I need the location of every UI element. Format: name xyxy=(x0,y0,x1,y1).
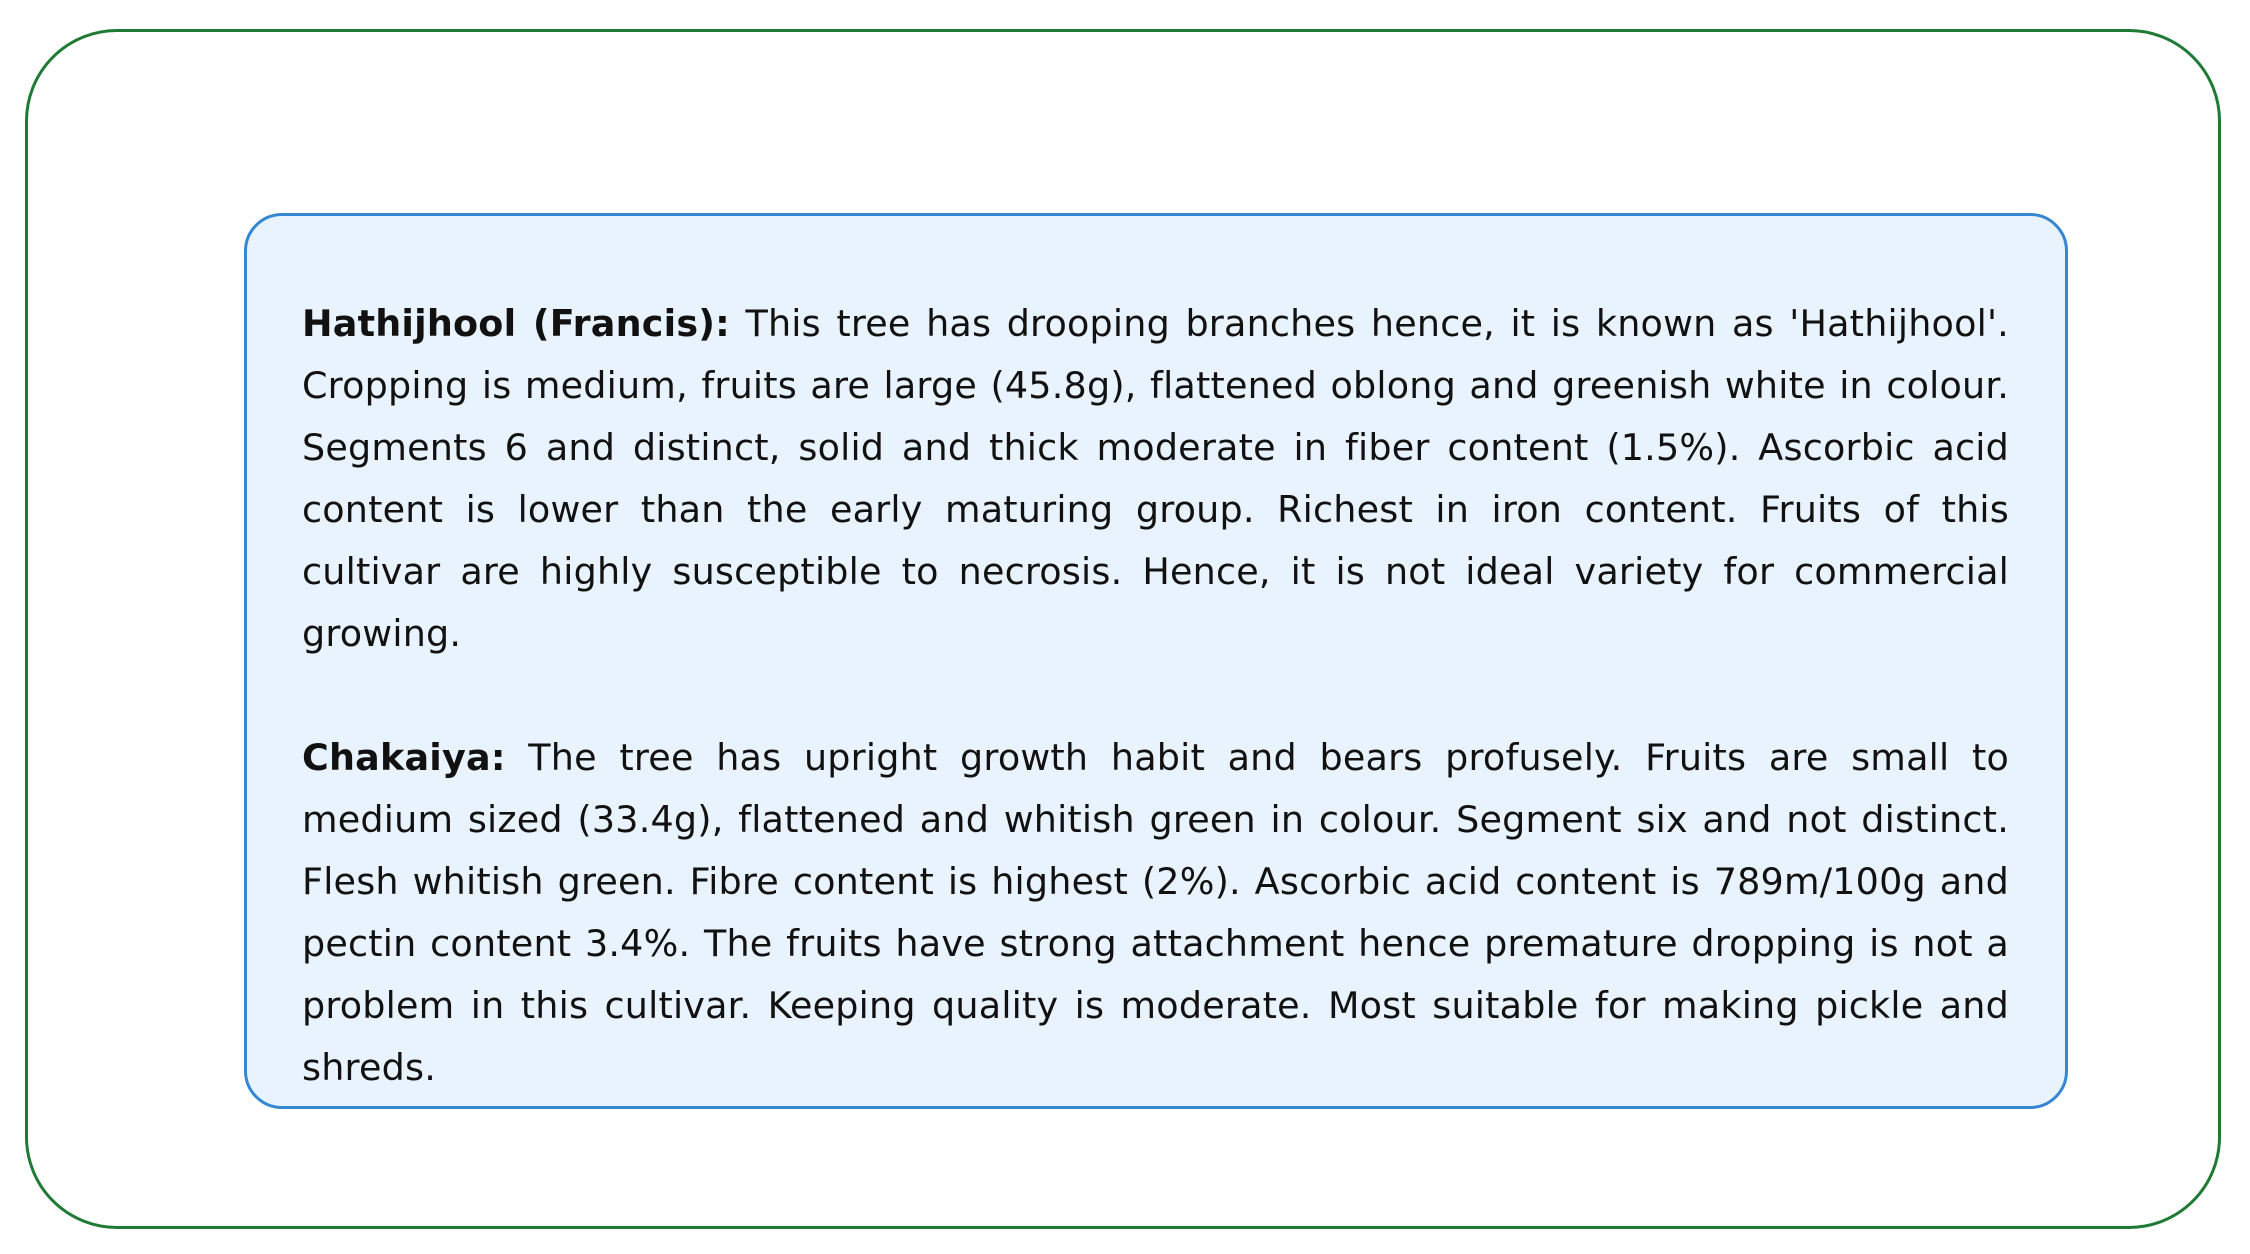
variety-description: The tree has upright growth habit and bears profusely. Fruits are small to medium sized (33.4g), flattened and whitish green in colour. Segment six and not distinct. Flesh whitish green. Fibre content is highest (2%). Ascorbic acid content is 789m/100g and pectin content 3.4%. The fruits have strong attachment hence premature dropping is not a problem in this cultivar. Keeping quality is moderate. Most suitable for making pickle and shreds. xyxy=(302,736,2009,1089)
variety-name: Hathijhool (Francis): xyxy=(302,302,730,345)
variety-info-card xyxy=(244,213,2068,1109)
variety-name: Chakaiya: xyxy=(302,736,506,779)
card-content xyxy=(302,293,2009,1099)
variety-description: This tree has drooping branches hence, it is known as 'Hathijhool'. Cropping is medium, fruits are large (45.8g), flattened oblong and greenish white in colour. Segments 6 and distinct, solid and thick moderate in fiber content (1.5%). Ascorbic acid content is lower than the early maturing group. Richest in iron content. Fruits of this cultivar are highly susceptible to necrosis. Hence, it is not ideal variety for commercial growing. xyxy=(302,302,2009,655)
variety-paragraph-hathijhool xyxy=(302,293,2009,665)
variety-paragraph-chakaiya xyxy=(302,727,2009,1099)
outer-frame xyxy=(25,29,2221,1229)
